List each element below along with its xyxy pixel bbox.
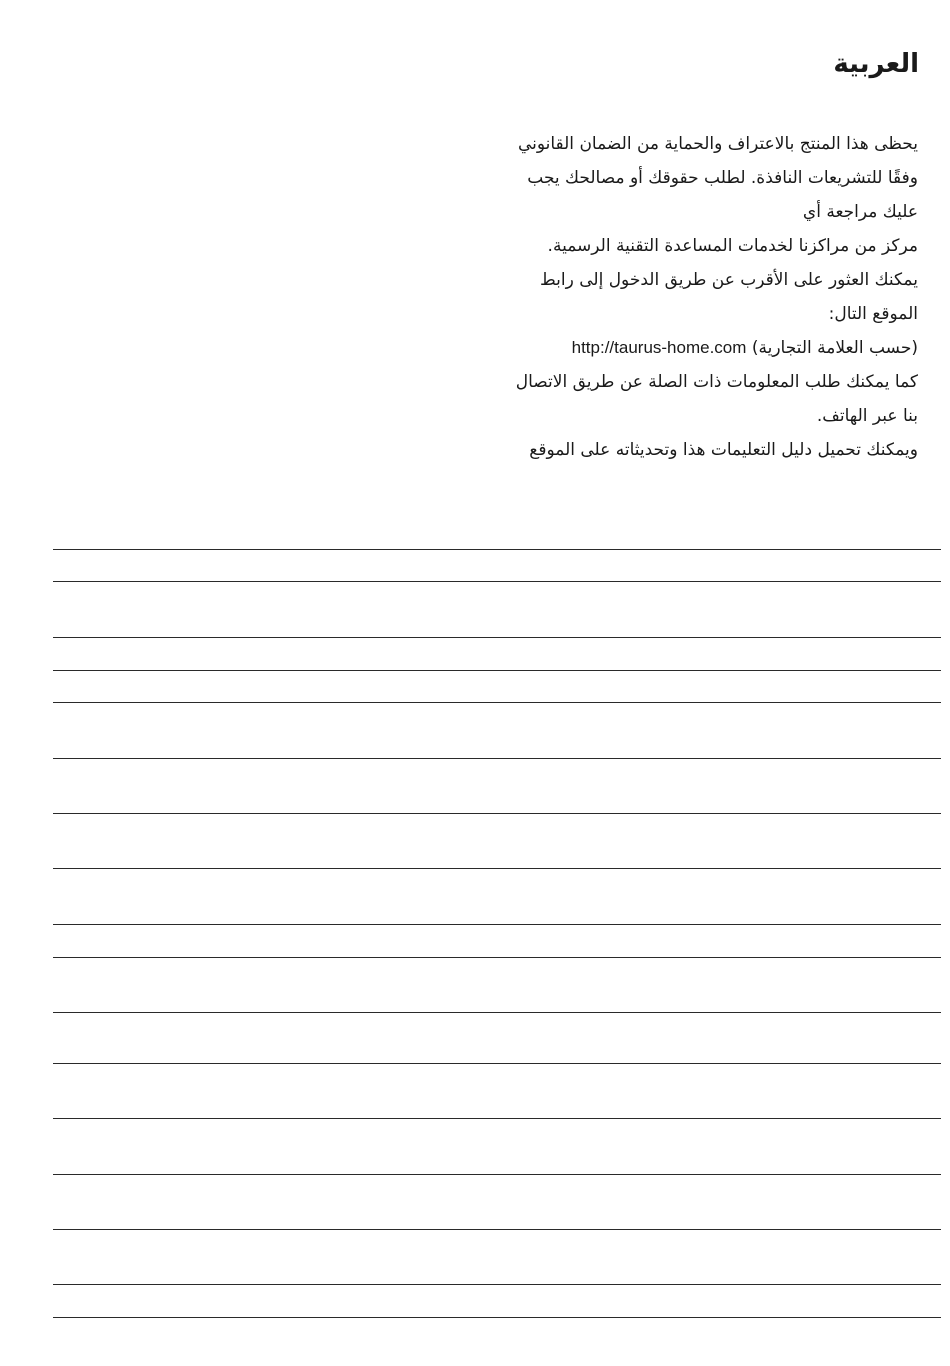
note-rule (53, 758, 941, 759)
note-rule (53, 813, 941, 814)
note-rule (53, 868, 941, 869)
note-rule (53, 1012, 941, 1013)
paragraph-line: وفقًا للتشريعات النافذة. لطلب حقوقك أو مصالحك يجب (527, 168, 918, 188)
note-rule (53, 702, 941, 703)
note-rule (53, 581, 941, 582)
page-title: العربية (833, 49, 919, 79)
note-rule (53, 1317, 941, 1318)
note-rule (53, 637, 941, 638)
paragraph-line: يحظى هذا المنتج بالاعتراف والحماية من الضمان القانوني (517, 134, 918, 154)
note-rule (53, 1063, 941, 1064)
note-rule (53, 1174, 941, 1175)
note-rule (53, 1284, 941, 1285)
paragraph-line: مركز من مراكزنا لخدمات المساعدة التقنية الرسمية. (547, 236, 918, 256)
paragraph-line: الموقع التال: (828, 304, 918, 324)
website-line (488, 331, 918, 365)
brand-note: (حسب العلامة التجارية) (751, 338, 918, 358)
paragraph-line: يمكنك العثور على الأقرب عن طريق الدخول إلى رابط (540, 270, 918, 290)
paragraph-line: بنا عبر الهاتف. (816, 406, 918, 426)
note-rule (53, 549, 941, 550)
website-link[interactable]: http://taurus-home.com (571, 338, 747, 357)
note-rule (53, 1229, 941, 1230)
paragraph-line: كما يمكنك طلب المعلومات ذات الصلة عن طريق الاتصال (515, 372, 918, 392)
note-rule (53, 924, 941, 925)
paragraph-line: عليك مراجعة أي (802, 202, 918, 222)
note-rule (53, 1118, 941, 1119)
paragraph-line: ويمكنك تحميل دليل التعليمات هذا وتحديثاته على الموقع (529, 440, 918, 460)
note-rule (53, 957, 941, 958)
warranty-paragraph (488, 127, 918, 467)
note-rule (53, 670, 941, 671)
